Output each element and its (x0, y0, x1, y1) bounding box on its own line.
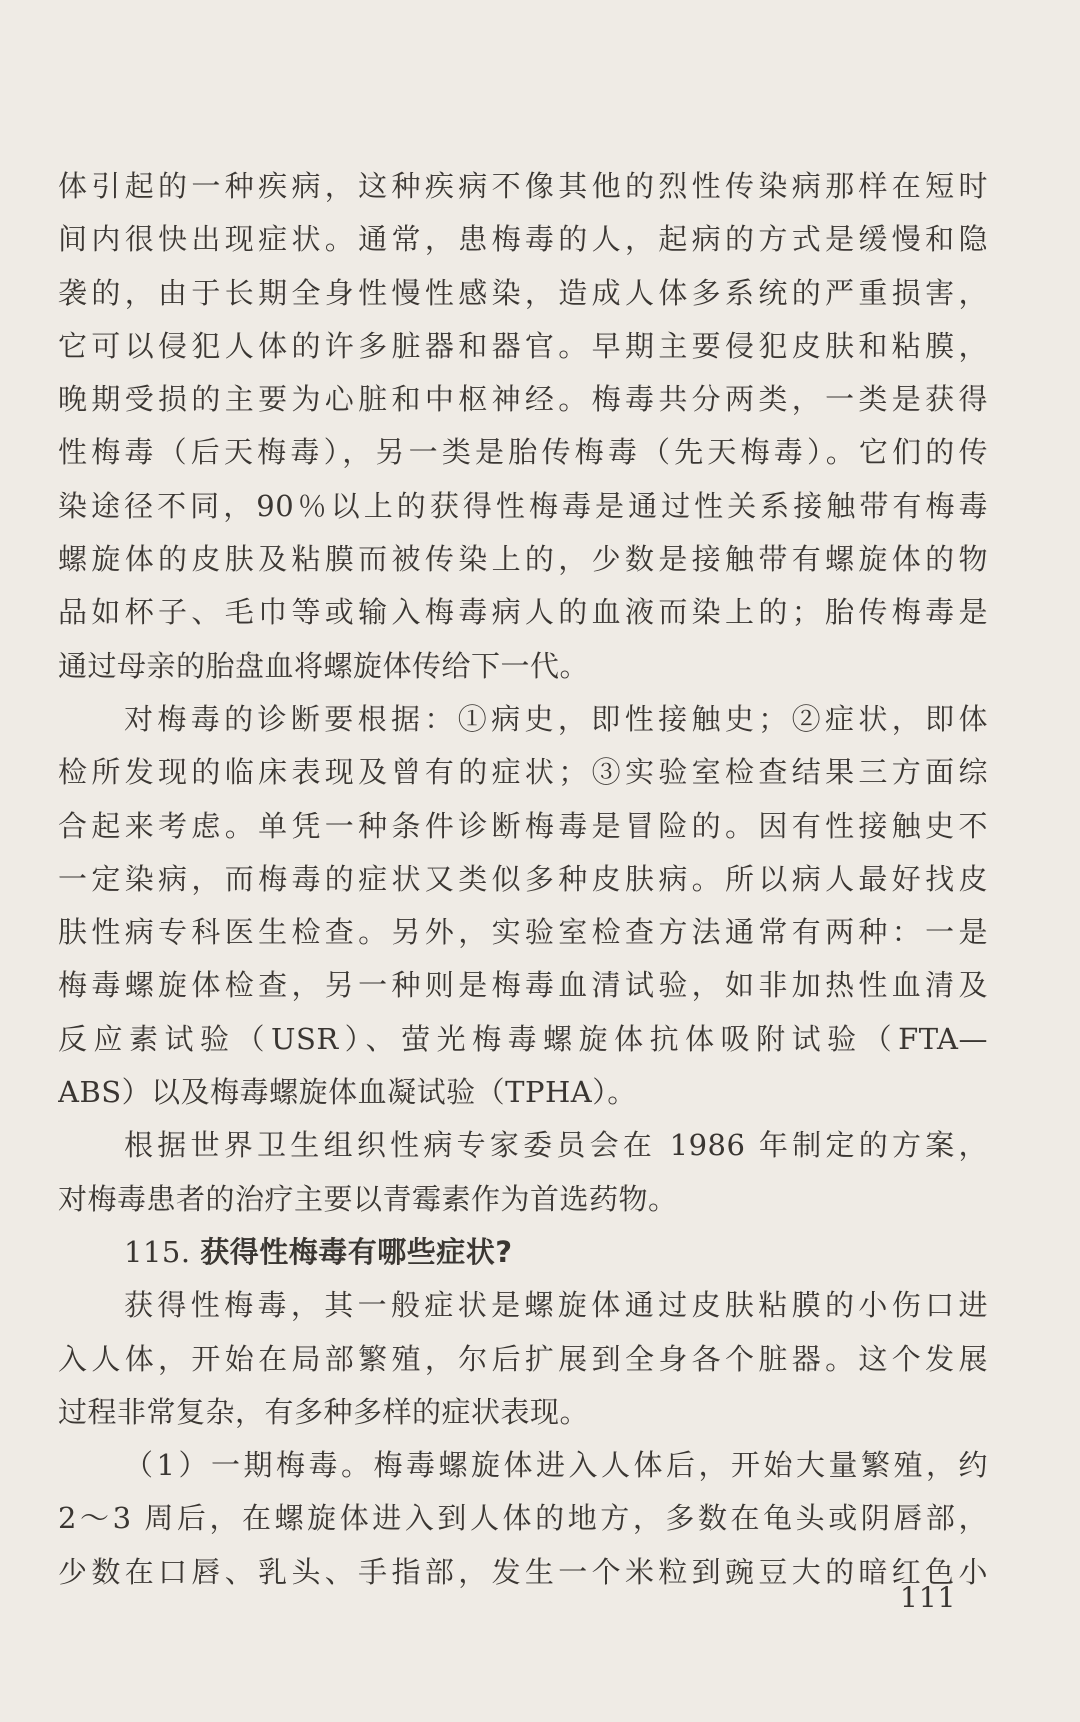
text-line: 品如杯子、毛巾等或输入梅毒病人的血液而染上的；胎传梅毒是 (58, 595, 988, 630)
text-line: 染途径不同，90％以上的获得性梅毒是通过性关系接触带有梅毒 (58, 488, 988, 523)
text-line: 2～3 周后，在螺旋体进入到人体的地方，多数在龟头或阴唇部， (58, 1501, 988, 1536)
text-line: ABS）以及梅毒螺旋体血凝试验（TPHA）。 (58, 1075, 637, 1110)
text-line: 检所发现的临床表现及曾有的症状；③实验室检查结果三方面综 (58, 755, 988, 790)
text-line: 入人体，开始在局部繁殖，尔后扩展到全身各个脏器。这个发展 (58, 1341, 988, 1376)
body-text (58, 160, 988, 1599)
text-line: 体引起的一种疾病，这种疾病不像其他的烈性传染病那样在短时 (58, 169, 988, 203)
section-heading (58, 1226, 988, 1279)
text-line: 通过母亲的胎盘血将螺旋体传给下一代。 (58, 648, 590, 683)
text-line: 间内很快出现症状。通常，患梅毒的人，起病的方式是缓慢和隐 (58, 222, 988, 257)
text-line: 对梅毒的诊断要根据：①病史，即性接触史；②症状，即体 (124, 701, 988, 736)
text-line: 根据世界卫生组织性病专家委员会在 1986 年制定的方案， (124, 1128, 988, 1163)
text-line: 性梅毒（后天梅毒），另一类是胎传梅毒（先天梅毒）。它们的传 (58, 435, 988, 470)
page-number: 111 (900, 1581, 957, 1614)
text-line: 一定染病，而梅毒的症状又类似多种皮肤病。所以病人最好找皮 (58, 861, 988, 896)
text-line: 它可以侵犯人体的许多脏器和器官。早期主要侵犯皮肤和粘膜， (58, 328, 988, 363)
text-line: 合起来考虑。单凭一种条件诊断梅毒是冒险的。因有性接触史不 (58, 808, 988, 843)
text-line: 过程非常复杂，有多种多样的症状表现。 (58, 1394, 590, 1429)
text-line: 螺旋体的皮肤及粘膜而被传染上的，少数是接触带有螺旋体的物 (58, 542, 988, 577)
text-line: 获得性梅毒，其一般症状是螺旋体通过皮肤粘膜的小伤口进 (124, 1288, 988, 1323)
text-line: 晚期受损的主要为心脏和中枢神经。梅毒共分两类，一类是获得 (58, 382, 988, 417)
text-line: （1）一期梅毒。梅毒螺旋体进入人体后，开始大量繁殖，约 (124, 1448, 988, 1483)
text-line: 袭的，由于长期全身性慢性感染，造成人体多系统的严重损害， (58, 275, 988, 310)
section-heading-number: 115. (124, 1234, 191, 1269)
section-heading-title: 获得性梅毒有哪些症状? (200, 1234, 513, 1269)
text-line: 肤性病专科医生检查。另外，实验室检查方法通常有两种：一是 (58, 915, 988, 950)
text-line: 反应素试验（USR）、萤光梅毒螺旋体抗体吸附试验（FTA— (58, 1021, 988, 1056)
text-line: 对梅毒患者的治疗主要以青霉素作为首选药物。 (58, 1181, 678, 1216)
text-line: 梅毒螺旋体检查，另一种则是梅毒血清试验，如非加热性血清及 (58, 968, 988, 1003)
text-line: 少数在口唇、乳头、手指部，发生一个米粒到豌豆大的暗红色小 (58, 1554, 988, 1589)
